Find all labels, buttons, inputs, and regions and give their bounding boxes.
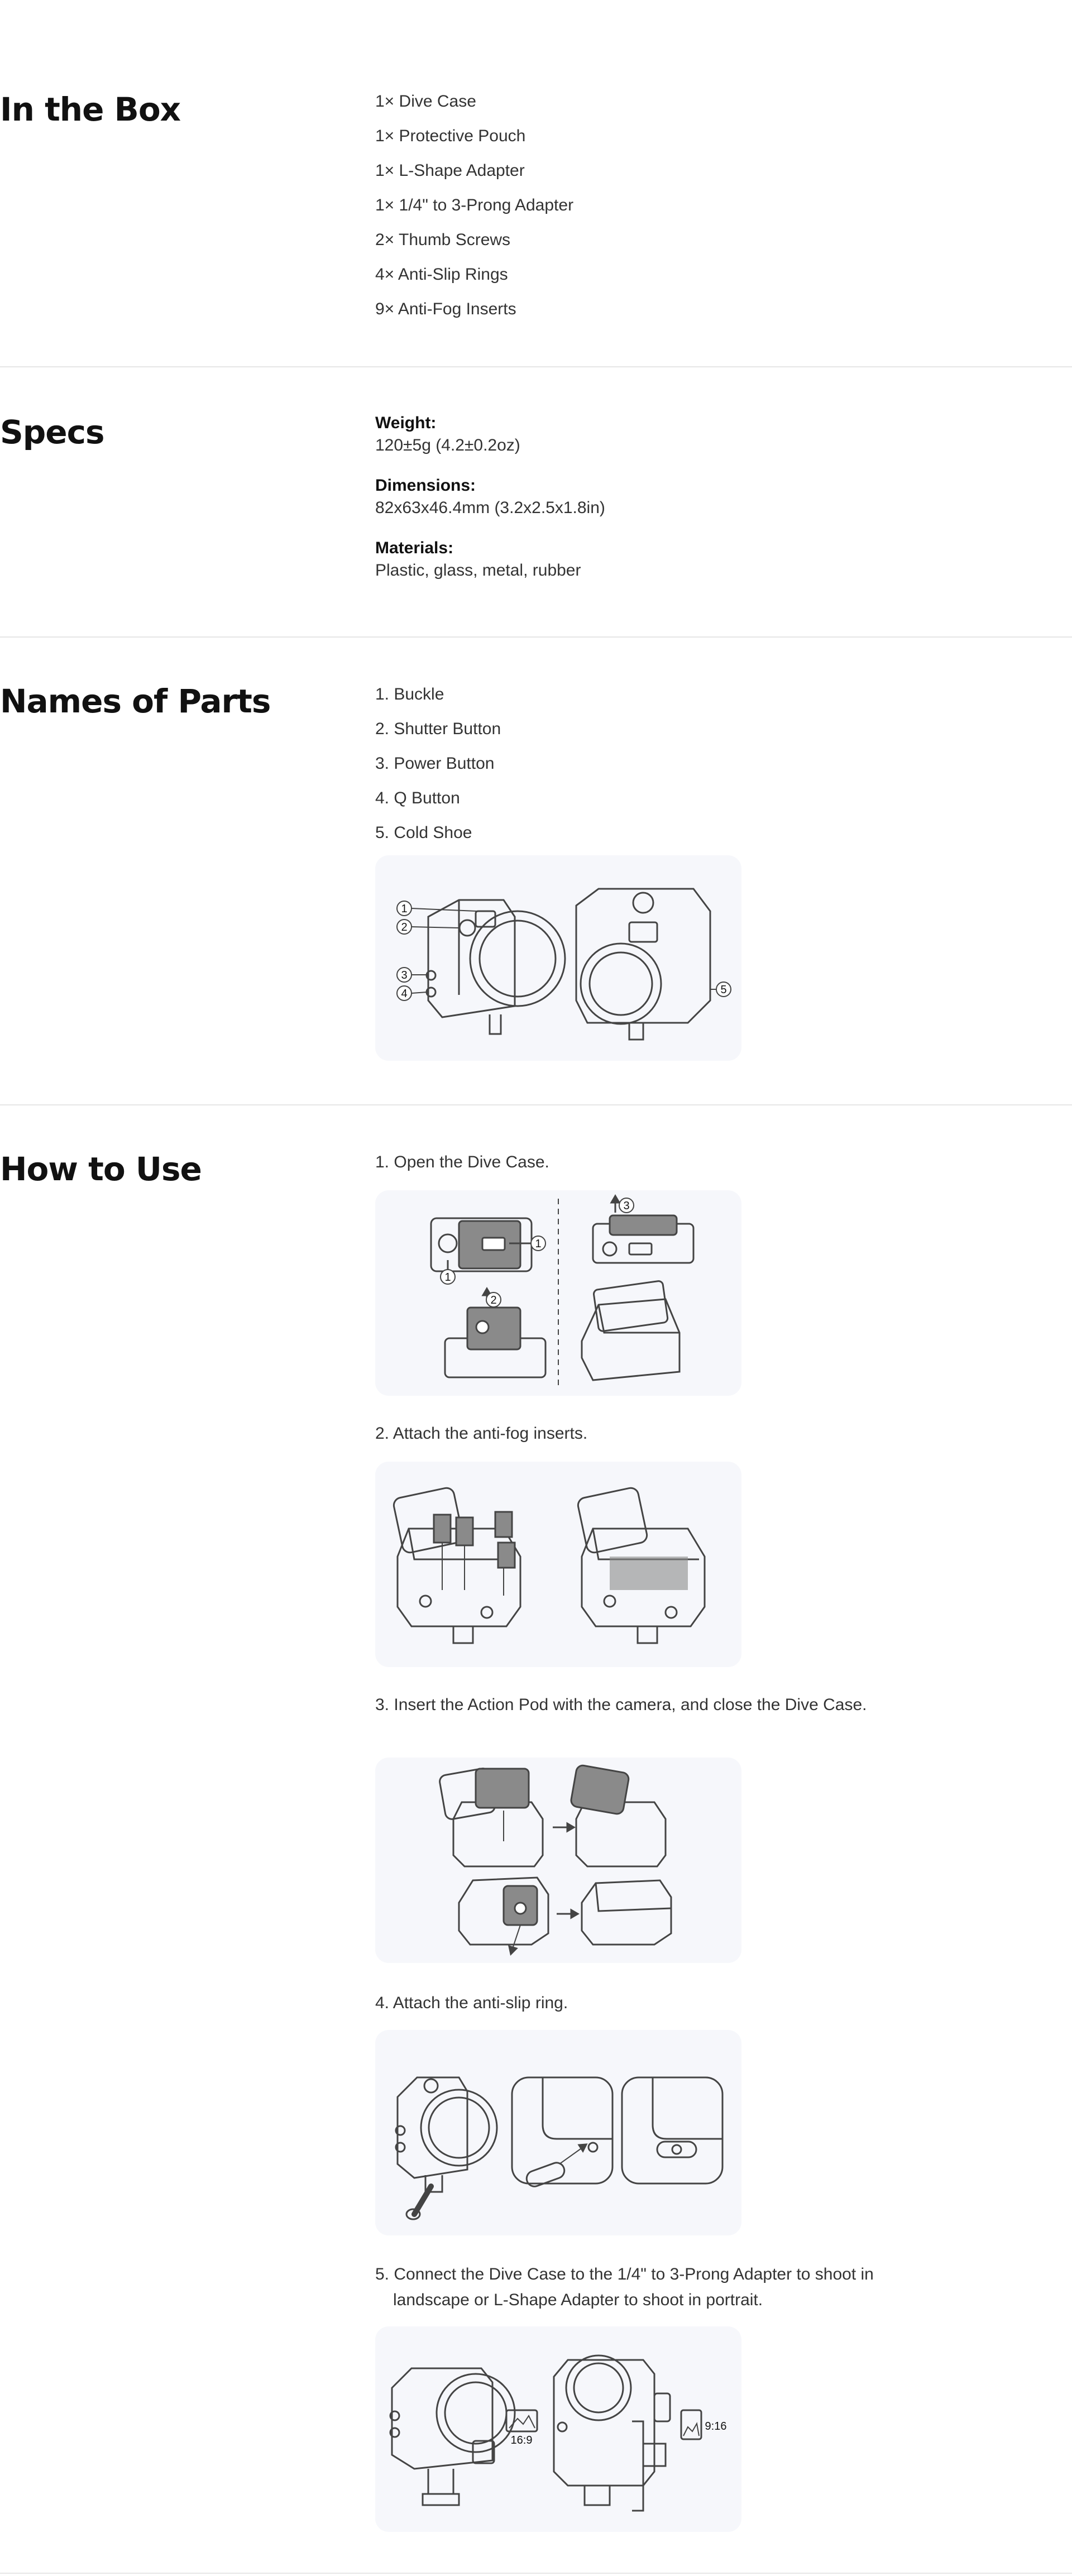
in-the-box-section xyxy=(0,0,1072,368)
part-item: 2. Shutter Button xyxy=(375,720,501,738)
anti-slip-ring-detail-2 xyxy=(622,2077,722,2184)
step-4-figure xyxy=(375,2030,741,2235)
callout-2: 2 xyxy=(401,921,408,933)
spec-label: Dimensions: xyxy=(375,476,476,495)
step-1-callout: 2 xyxy=(490,1294,497,1306)
dive-case-back-illustration xyxy=(576,889,710,1040)
case-side-illustration xyxy=(396,2077,497,2219)
step-5-figure xyxy=(375,2326,741,2532)
step-1-callout: 3 xyxy=(623,1200,630,1212)
box-item: 9× Anti-Fog Inserts xyxy=(375,300,516,318)
parts-list xyxy=(375,677,878,850)
portrait-mount-illustration xyxy=(554,2355,670,2511)
portrait-ratio-icon xyxy=(681,2410,701,2439)
box-item: 1× L-Shape Adapter xyxy=(375,161,525,180)
specs-list xyxy=(375,412,878,600)
spec-value: 82x63x46.4mm (3.2x2.5x1.8in) xyxy=(375,499,605,517)
specs-title: Specs xyxy=(0,413,104,451)
section-divider xyxy=(0,366,1072,367)
part-item: 5. Cold Shoe xyxy=(375,823,472,842)
in-the-box-title: In the Box xyxy=(0,90,181,128)
callout-5: 5 xyxy=(720,984,727,996)
case-inserts-installed-illustration xyxy=(577,1487,705,1643)
step-2-text: 2. Attach the anti-fog inserts. xyxy=(375,1424,588,1443)
step-5-text: 5. Connect the Dive Case to the 1/4" to 3-Prong Adapter to shoot in landscape or L-Shape Adapter to shoot in portrait. xyxy=(375,2265,874,2309)
section-divider xyxy=(0,2573,1072,2574)
callout-3: 3 xyxy=(401,969,408,981)
ratio-9-16-label: 9:16 xyxy=(705,2420,727,2433)
how-to-use-title: How to Use xyxy=(0,1150,202,1188)
spec-value: Plastic, glass, metal, rubber xyxy=(375,561,581,580)
step-3-figure xyxy=(375,1758,741,1963)
how-to-use-section xyxy=(0,1105,1072,2576)
spec-value: 120±5g (4.2±0.2oz) xyxy=(375,436,520,454)
step-1-callout: 1 xyxy=(444,1271,451,1284)
step-4-text: 4. Attach the anti-slip ring. xyxy=(375,1994,568,2012)
step-1-text: 1. Open the Dive Case. xyxy=(375,1153,549,1171)
callout-4: 4 xyxy=(401,988,408,1000)
part-item: 3. Power Button xyxy=(375,754,495,773)
ratio-16-9-label: 16:9 xyxy=(510,2434,533,2446)
callout-1: 1 xyxy=(401,903,408,915)
spec-label: Materials: xyxy=(375,539,454,557)
parts-section xyxy=(0,638,1072,1104)
step-3-text: 3. Insert the Action Pod with the camera, and close the Dive Case. xyxy=(375,1696,867,1714)
box-item: 2× Thumb Screws xyxy=(375,231,511,249)
step-1-figure xyxy=(375,1190,741,1396)
case-with-inserts-illustration xyxy=(393,1487,520,1643)
box-item: 4× Anti-Slip Rings xyxy=(375,265,508,284)
dive-case-front-illustration xyxy=(427,900,565,1034)
parts-title: Names of Parts xyxy=(0,682,271,720)
step-2-figure xyxy=(375,1462,741,1667)
part-item: 1. Buckle xyxy=(375,685,444,703)
anti-slip-ring-detail-1 xyxy=(512,2077,612,2189)
step-1-callout: 1 xyxy=(535,1238,542,1250)
parts-diagram xyxy=(375,855,741,1061)
spec-label: Weight: xyxy=(375,414,437,432)
in-the-box-list xyxy=(375,84,878,327)
landscape-mount-illustration xyxy=(390,2368,515,2505)
box-item: 1× Protective Pouch xyxy=(375,127,526,145)
box-item: 1× Dive Case xyxy=(375,92,476,111)
part-item: 4. Q Button xyxy=(375,789,460,807)
box-item: 1× 1/4" to 3-Prong Adapter xyxy=(375,196,574,214)
specs-section xyxy=(0,368,1072,636)
